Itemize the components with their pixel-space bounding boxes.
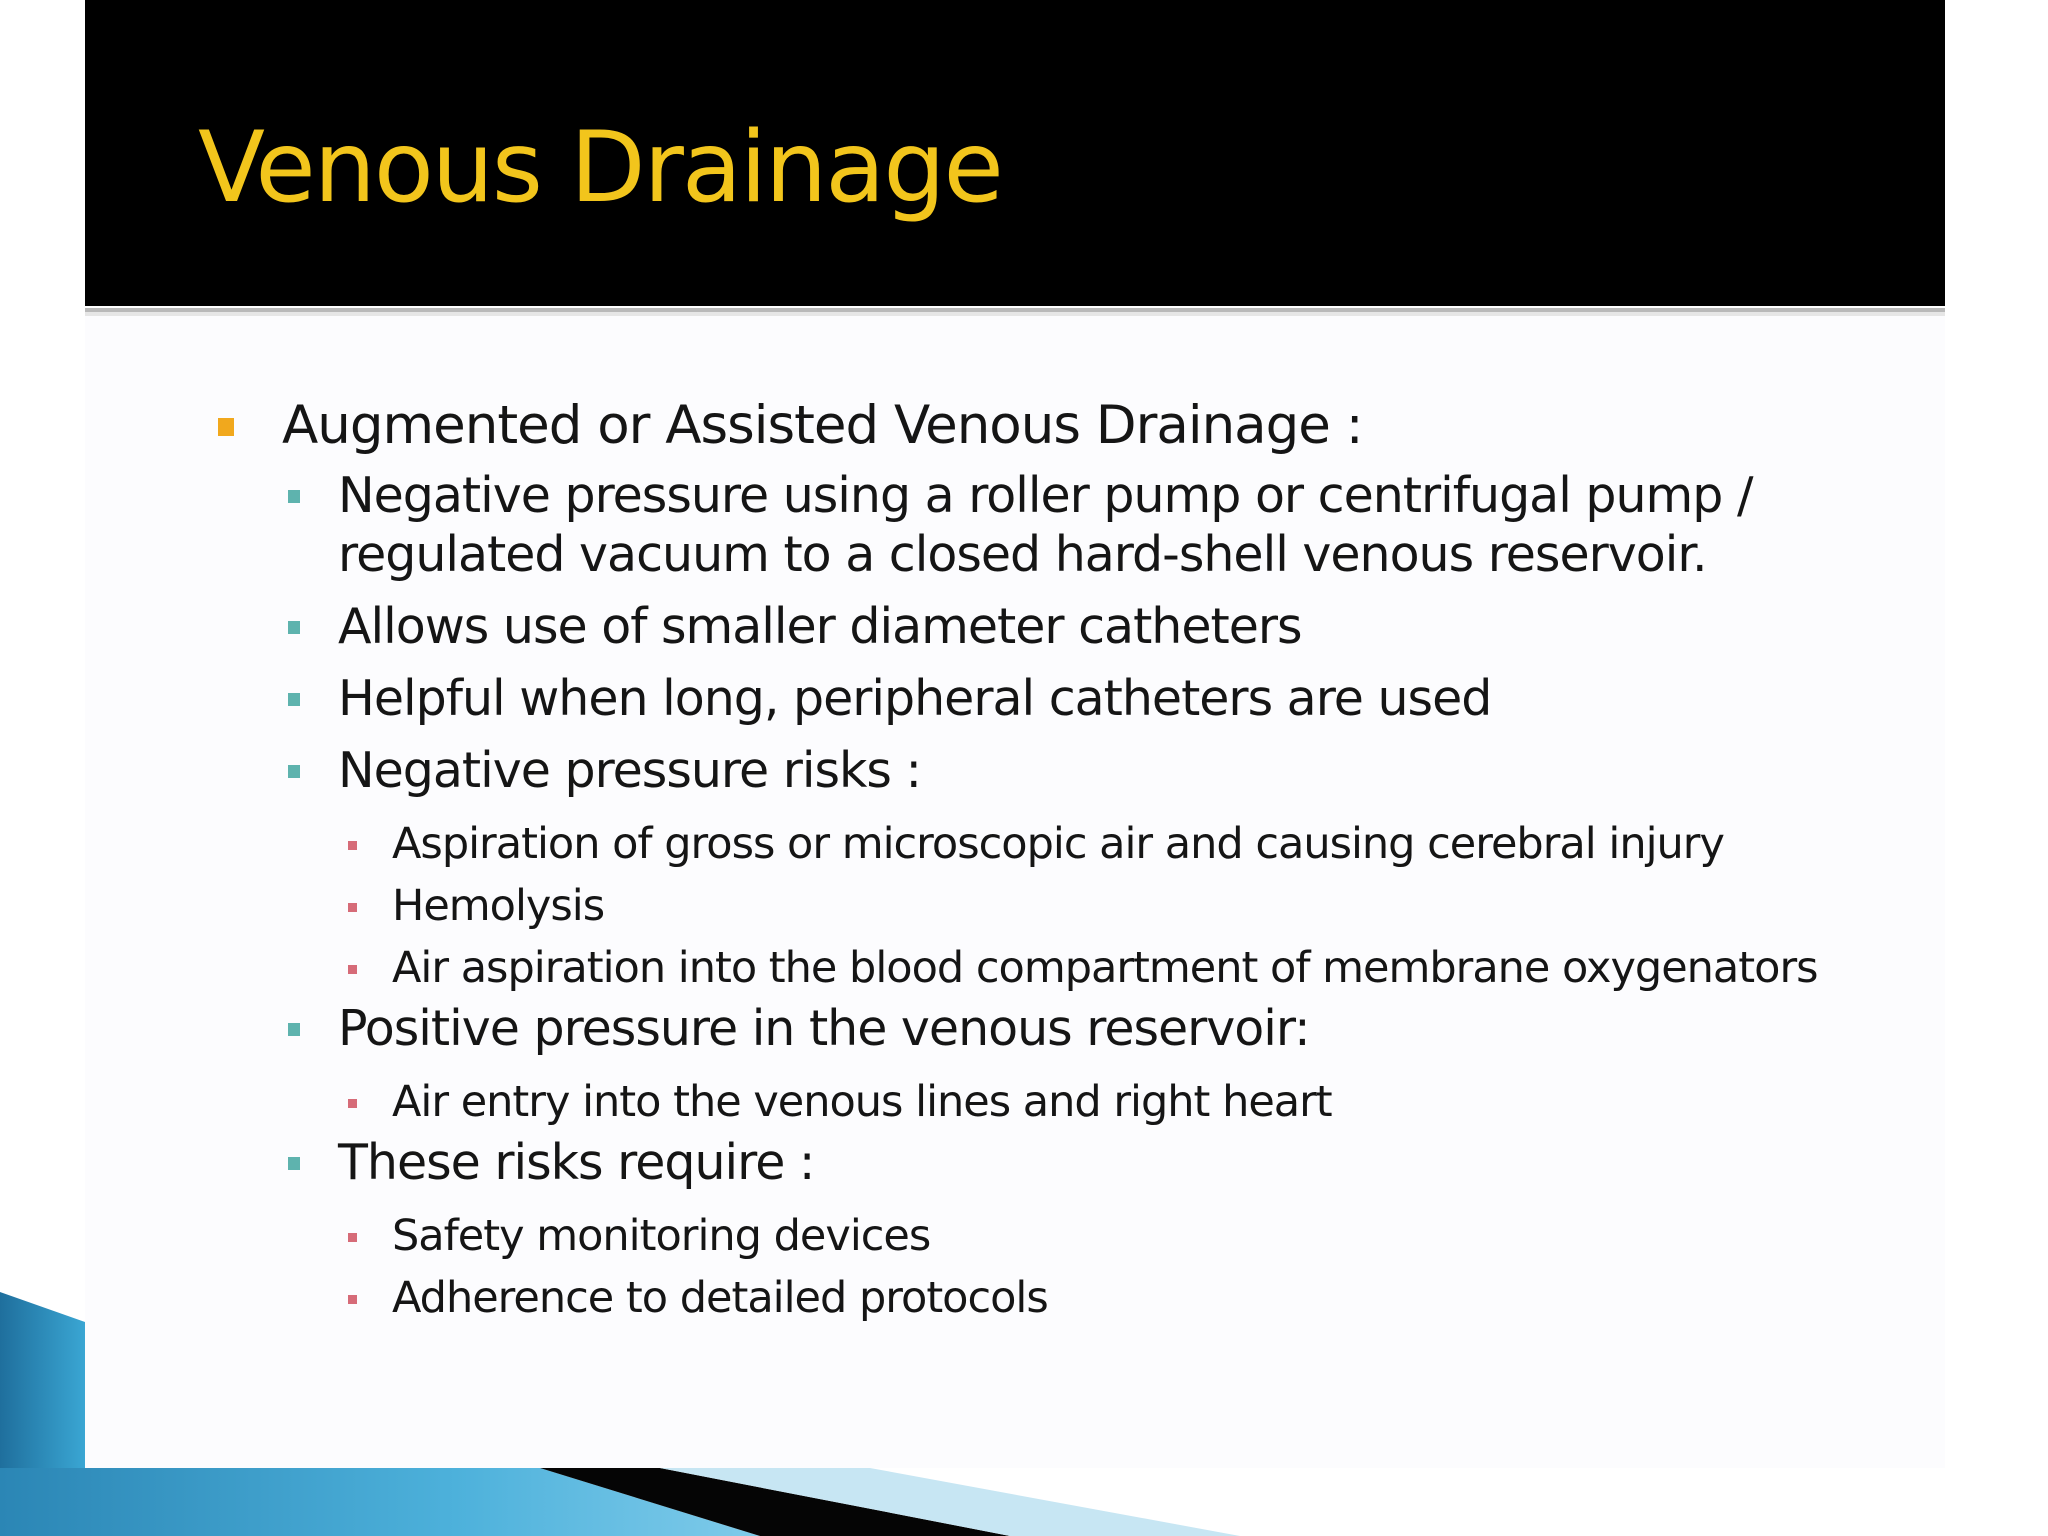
title-divider <box>85 306 1945 316</box>
sub-bullet <box>212 597 1832 656</box>
main-bullet-text: Augmented or Assisted Venous Drainage : <box>282 395 1363 456</box>
nested-bullet <box>212 1071 1832 1133</box>
sub-bullet-text: Negative pressure risks : <box>338 742 921 799</box>
bottom-blue-band <box>0 1468 760 1536</box>
nested-bullet-text: Air entry into the venous lines and right heart <box>392 1077 1332 1127</box>
nested-bullet-list <box>212 1205 1832 1329</box>
sub-bullet-list <box>212 466 1832 1329</box>
sub-bullet <box>212 741 1832 800</box>
small-square-bullet-icon <box>348 1295 357 1304</box>
nested-bullet <box>212 1205 1832 1267</box>
small-square-bullet-icon <box>348 841 357 850</box>
sub-bullet-text: Positive pressure in the venous reservoir: <box>338 1000 1310 1057</box>
nested-bullet-list <box>212 1071 1832 1133</box>
nested-bullet-text: Adherence to detailed protocols <box>392 1273 1048 1323</box>
nested-bullet-list <box>212 813 1832 999</box>
square-bullet-icon <box>288 621 300 634</box>
small-square-bullet-icon <box>348 1233 357 1242</box>
small-square-bullet-icon <box>348 965 357 974</box>
nested-bullet <box>212 875 1832 937</box>
main-bullet <box>212 392 1832 460</box>
square-bullet-icon <box>288 693 300 706</box>
sub-bullet <box>212 466 1832 584</box>
small-square-bullet-icon <box>348 1099 357 1108</box>
square-bullet-icon <box>288 490 300 503</box>
sub-bullet <box>212 669 1832 728</box>
nested-bullet <box>212 1267 1832 1329</box>
nested-bullet-text: Hemolysis <box>392 881 605 931</box>
nested-bullet-text: Air aspiration into the blood compartment of membrane oxygenators <box>392 943 1818 993</box>
nested-bullet <box>212 813 1832 875</box>
bullet-content <box>212 392 1832 1329</box>
black-swoosh <box>540 1468 1010 1536</box>
sub-bullet-text: Allows use of smaller diameter catheters <box>338 598 1302 655</box>
sub-bullet <box>212 1133 1832 1192</box>
nested-bullet <box>212 937 1832 999</box>
square-bullet-icon <box>218 418 234 436</box>
left-blue-wedge <box>0 1292 85 1468</box>
slide-title: Venous Drainage <box>198 111 1002 225</box>
square-bullet-icon <box>288 1157 300 1170</box>
sub-bullet-text: Helpful when long, peripheral catheters are used <box>338 670 1492 727</box>
small-square-bullet-icon <box>348 903 357 912</box>
nested-bullet-text: Safety monitoring devices <box>392 1211 931 1261</box>
square-bullet-icon <box>288 765 300 778</box>
sub-bullet-text: These risks require : <box>338 1134 815 1191</box>
square-bullet-icon <box>288 1023 300 1036</box>
sub-bullet <box>212 999 1832 1058</box>
nested-bullet-text: Aspiration of gross or microscopic air and causing cerebral injury <box>392 819 1724 869</box>
light-blue-swoosh <box>660 1468 1240 1536</box>
sub-bullet-text: Negative pressure using a roller pump or centrifugal pump / regulated vacuum to a closed hard-shell venous reservoir. <box>338 467 1753 583</box>
